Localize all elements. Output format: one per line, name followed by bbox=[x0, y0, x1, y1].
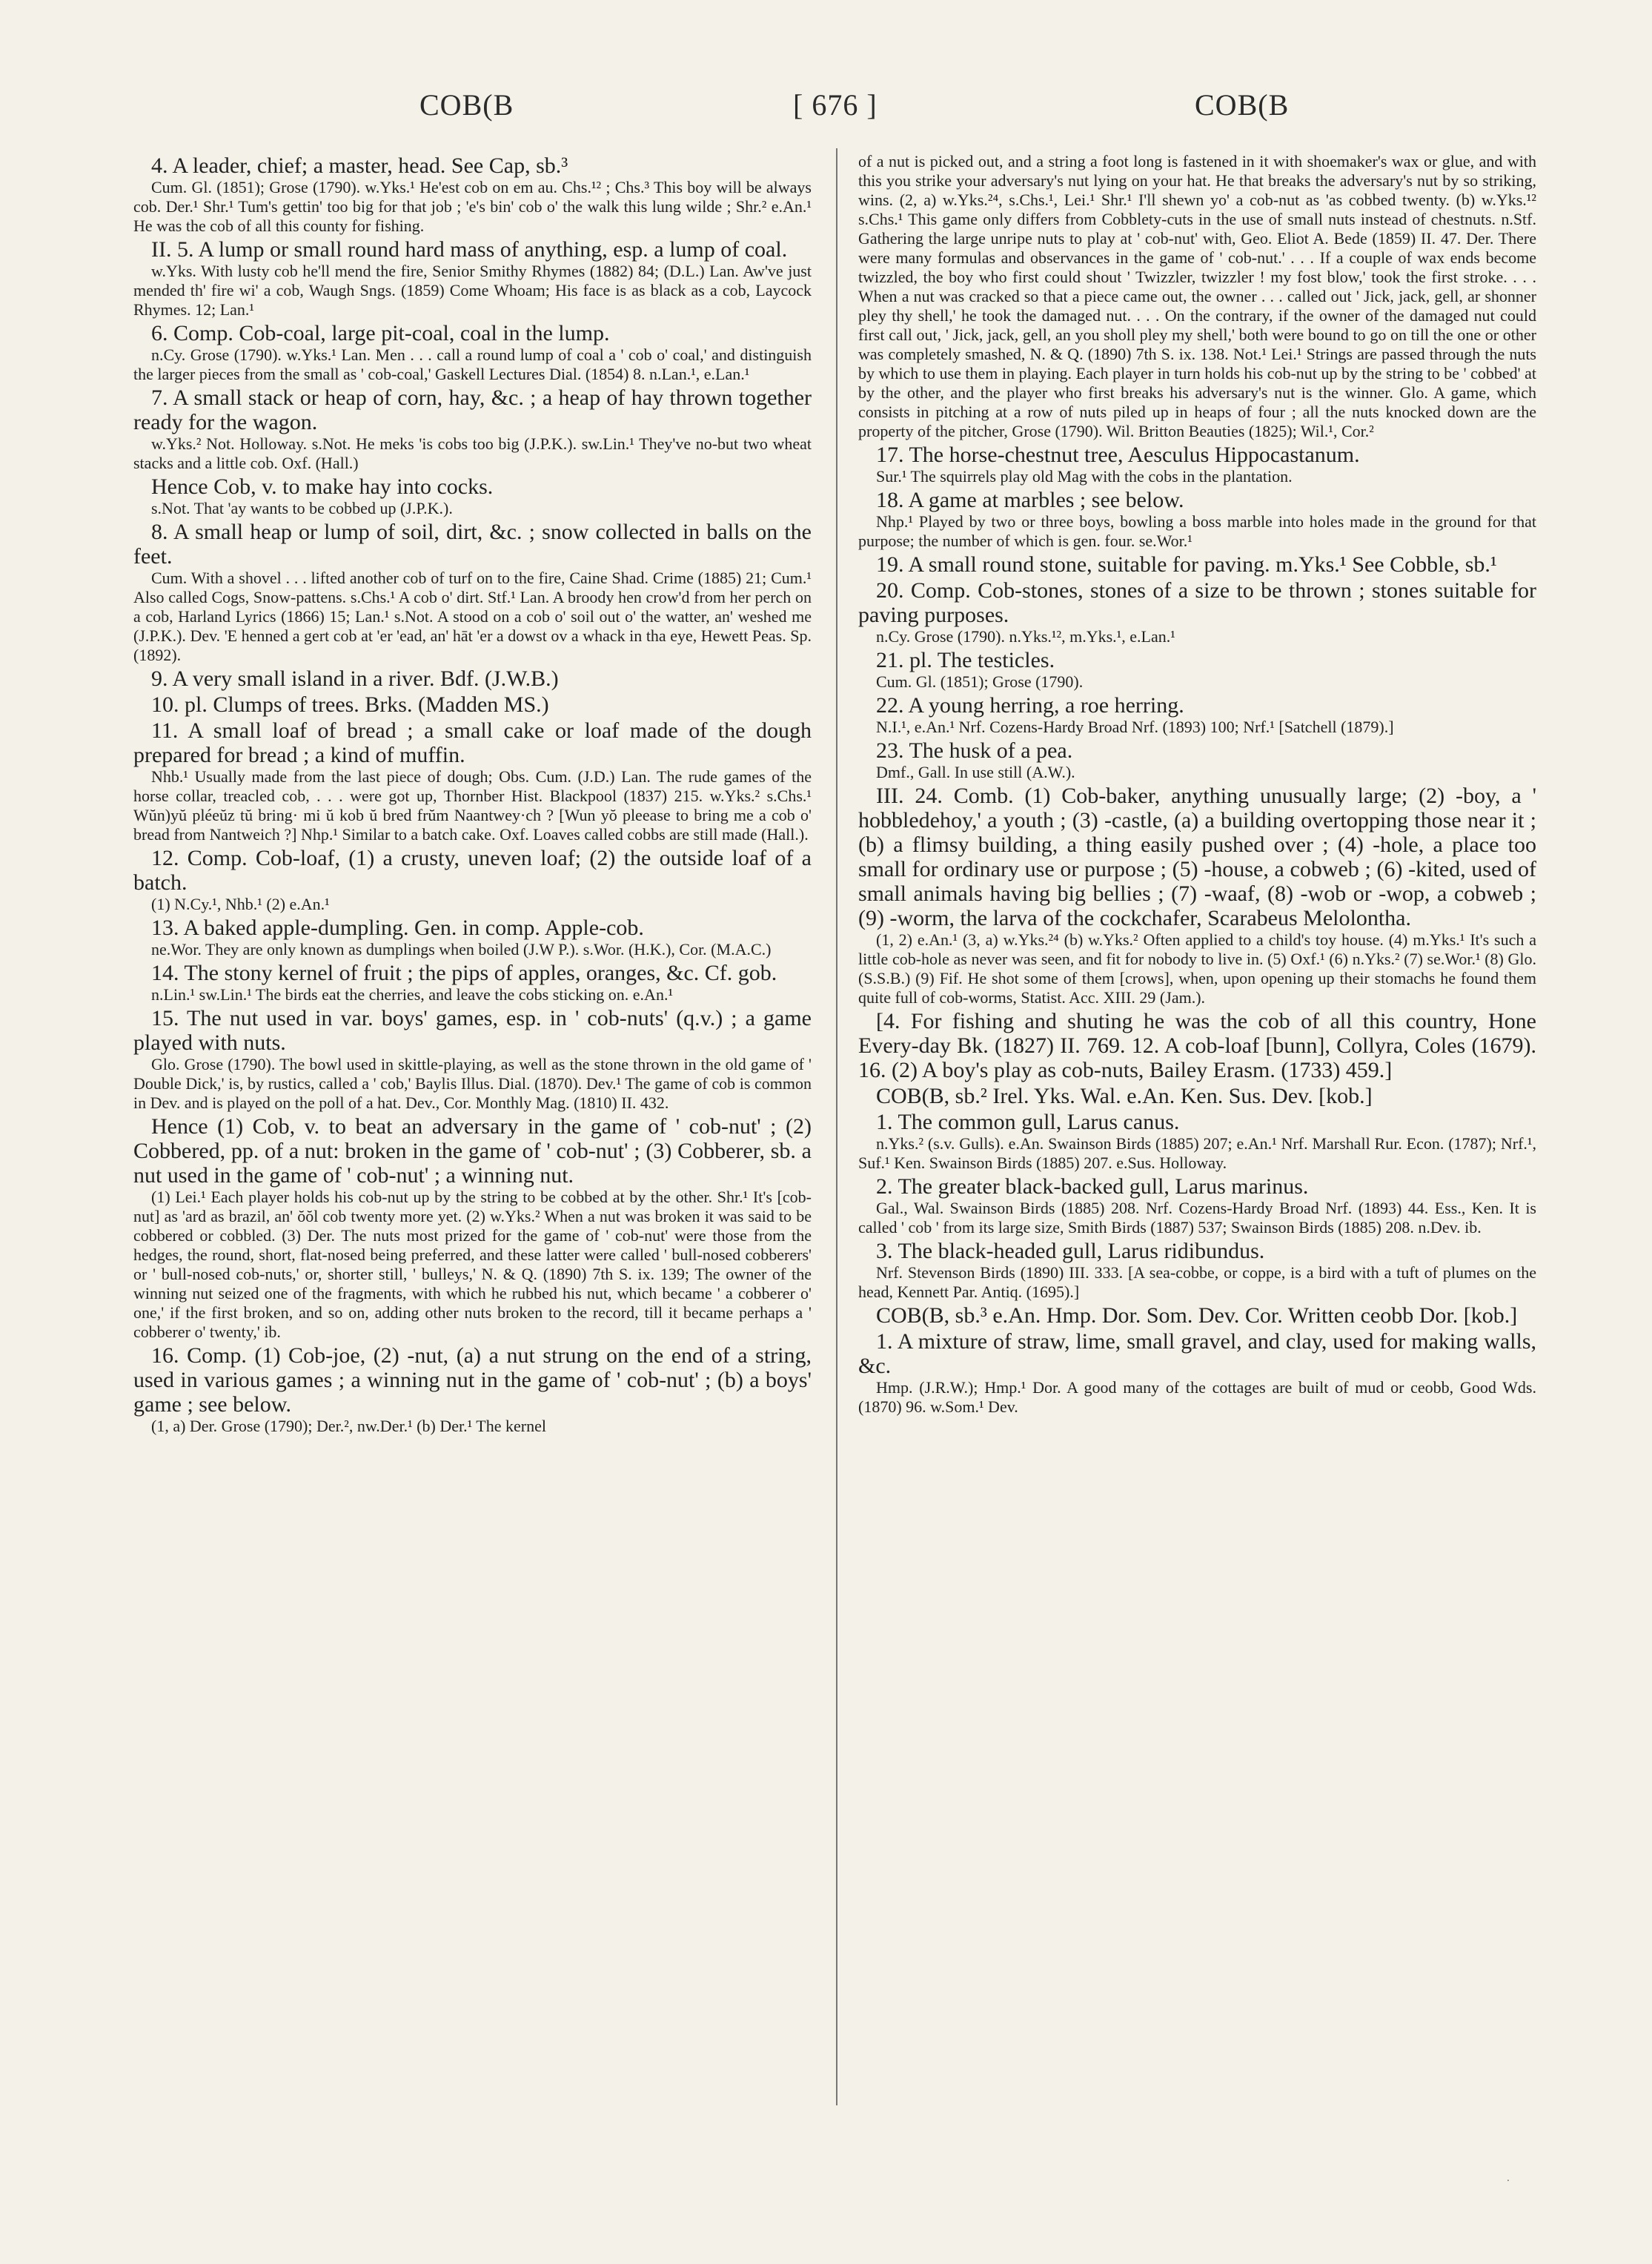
definition: 16. Comp. (1) Cob-joe, (2) -nut, (a) a nut strung on the end of a string, used in various games ; a winning nut in the game of ' cob-nut' ; (b) a boys' game ; see below. bbox=[133, 1343, 812, 1417]
citation: Cum. With a shovel . . . lifted another cob of turf on to the fire, Caine Shad. Crime (1885) 21; Cum.¹ Also called Cogs, Snow-pattens. s.Chs.¹ A cob o' dirt. Stf.¹ Lan. A broody hen crow'd from her perch on a cob, Harland Lyrics (1866) 15; Lan.¹ s.Not. A stood on a cob o' soil out o' the watter, an' weshed me (J.P.K.). Dev. 'E henned a gert cob at 'er 'ead, an' hāt 'er a dowst ov a whack in tha eye, Hewett Peas. Sp. (1892). bbox=[133, 569, 812, 664]
corner-mark: ⸱ bbox=[1507, 2175, 1510, 2187]
citation: n.Cy. Grose (1790). w.Yks.¹ Lan. Men . . . call a round lump of coal a ' cob o' coal,' and distinguish the larger pieces from the small as ' cob-coal,' Gaskell Lectures Dial. (1854) 8. n.Lan.¹, e.Lan.¹ bbox=[133, 345, 812, 383]
citation: (1, 2) e.An.¹ (3, a) w.Yks.²⁴ (b) w.Yks.² Often applied to a child's toy house. (4) m.Yks.¹ It's such a little cob-hole as never was seen, and fit for nobody to live in. (5) Oxf.¹ (6) n.Yks.² (7) se.Wor.¹ (8) Glo. (S.S.B.) (9) Fif. He shot some of them [crows], when, upon opening up their stomachs he found them quite full of cob-worms, Statist. Acc. XIII. 29 (Jam.). bbox=[858, 930, 1536, 1007]
definition: 4. A leader, chief; a master, head. See Cap, sb.³ bbox=[151, 153, 568, 178]
definition: 1. A mixture of straw, lime, small gravel, and clay, used for making walls, &c. bbox=[858, 1329, 1536, 1378]
definition: 3. The black-headed gull, Larus ridibundus. bbox=[876, 1239, 1265, 1263]
definition: III. 24. Comb. (1) Cob-baker, anything unusually large; (2) -boy, a ' hobbledehoy,' a youth ; (3) -castle, (a) a building overtopping those near it ; (b) a flimsy building, a thing easily pushed over ; (4) -hole, a place too small for ordinary use or purpose ; (5) -house, a cobweb ; (6) -kited, used of small animals having big bellies ; (7) -waaf, (8) -wob or -wop, a cobweb ; (9) -worm, the larva of the cockchafer, Scarabeus Melolontha. bbox=[858, 784, 1536, 930]
citation: n.Cy. Grose (1790). n.Yks.¹², m.Yks.¹, e.Lan.¹ bbox=[876, 627, 1175, 646]
citation: n.Yks.² (s.v. Gulls). e.An. Swainson Birds (1885) 207; e.An.¹ Nrf. Marshall Rur. Econ. (1787); Nrf.¹, Suf.¹ Ken. Swainson Birds (1885) 207. e.Sus. Holloway. bbox=[858, 1134, 1536, 1172]
definition: 18. A game at marbles ; see below. bbox=[876, 488, 1184, 512]
citation: w.Yks. With lusty cob he'll mend the fire, Senior Smithy Rhymes (1882) 84; (D.L.) Lan. Aw've just mended th' fire wi' a cob, Waugh Sngs. (1859) Come Whoam; His face is as black as a cob, Laycock Rhymes. 12; Lan.¹ bbox=[133, 262, 812, 319]
citation: N.I.¹, e.An.¹ Nrf. Cozens-Hardy Broad Nrf. (1893) 100; Nrf.¹ [Satchell (1879).] bbox=[876, 718, 1394, 736]
right-column bbox=[858, 152, 1536, 1418]
column-divider bbox=[836, 148, 837, 2105]
citation: (1, a) Der. Grose (1790); Der.², nw.Der.¹ (b) Der.¹ The kernel bbox=[151, 1417, 546, 1435]
definition: 6. Comp. Cob-coal, large pit-coal, coal in the lump. bbox=[151, 321, 610, 345]
citation: Glo. Grose (1790). The bowl used in skittle-playing, as well as the stone thrown in the old game of ' Double Dick,' is, by rustics, called a ' cob,' Baylis Illus. Dial. (1870). Dev.¹ The game of cob is common in Dev. and is played on the poll of a hat. Dev., Cor. Monthly Mag. (1810) II. 432. bbox=[133, 1055, 812, 1112]
citation: (1) Lei.¹ Each player holds his cob-nut up by the string to be cobbed at by the other. Shr.¹ It's [cob-nut] as 'ard as brazil, an' ŏŏl cob twenty more yet. (2) w.Yks.² When a nut was broken it was said to be cobbered or cobbled. (3) Der. The nuts most prized for the game of ' cob-nut' were those from the hedges, the round, short, flat-nosed being preferred, and these latter were called ' bull-nosed cobberers' or ' bull-nosed cob-nuts,' or, shorter still, ' bulleys,' N. & Q. (1890) 7th S. ix. 139; The owner of the winning nut seized one of the fragments, with which he rubbed his nut, which became ' a cobberer o' one,' if the first broken, and so on, adding other nuts broken to the record, till it became perhaps a ' cobberer o' twenty,' ib. bbox=[133, 1188, 812, 1341]
definition: 2. The greater black-backed gull, Larus marinus. bbox=[876, 1174, 1309, 1199]
citation: Sur.¹ The squirrels play old Mag with the cobs in the plantation. bbox=[876, 467, 1293, 486]
running-head-left: COB(B bbox=[419, 88, 514, 122]
definition: 12. Comp. Cob-loaf, (1) a crusty, uneven loaf; (2) the outside loaf of a batch. bbox=[133, 846, 812, 895]
definition: 13. A baked apple-dumpling. Gen. in comp. Apple-cob. bbox=[151, 916, 644, 940]
citation: ne.Wor. They are only known as dumplings when boiled (J.W P.). s.Wor. (H.K.), Cor. (M.A.C.) bbox=[151, 940, 772, 959]
citation: (1) N.Cy.¹, Nhb.¹ (2) e.An.¹ bbox=[151, 895, 330, 913]
citation: Gal., Wal. Swainson Birds (1885) 208. Nrf. Cozens-Hardy Broad Nrf. (1893) 44. Ess., Ken. It is called ' cob ' from its large size, Smith Birds (1887) 537; Swainson Birds (1885) 208. n.Dev. ib. bbox=[858, 1199, 1536, 1237]
citation: n.Lin.¹ sw.Lin.¹ The birds eat the cherries, and leave the cobs sticking on. e.An.¹ bbox=[151, 985, 674, 1004]
definition: [4. For fishing and shuting he was the cob of all this country, Hone Every-day Bk. (1827) II. 769. 12. A cob-loaf [bunn], Collyra, Coles (1679). 16. (2) A boy's play as cob-nuts, Bailey Erasm. (1733) 459.] bbox=[858, 1009, 1536, 1082]
citation: Nhp.¹ Played by two or three boys, bowling a boss marble into holes made in the ground for that purpose; the number of which is gen. four. se.Wor.¹ bbox=[858, 512, 1536, 550]
derived-entry: Hence (1) Cob, v. to beat an adversary in the game of ' cob-nut' ; (2) Cobbered, pp. of a nut: broken in the game of ' cob-nut' ; (3) Cobberer, sb. a nut used in the game of ' cob-nut' ; a winning nut. bbox=[133, 1114, 812, 1188]
running-head-right: COB(B bbox=[1195, 88, 1290, 122]
page-header bbox=[0, 87, 1652, 139]
citation: Nrf. Stevenson Birds (1890) III. 333. [A sea-cobbe, or coppe, is a bird with a tuft of plumes on the head, Kennett Par. Antiq. (1695).] bbox=[858, 1263, 1536, 1301]
definition: COB(B, sb.² Irel. Yks. Wal. e.An. Ken. Sus. Dev. [kob.] bbox=[876, 1084, 1373, 1108]
definition: 14. The stony kernel of fruit ; the pips of apples, oranges, &c. Cf. gob. bbox=[151, 961, 777, 985]
definition: 17. The horse-chestnut tree, Aesculus Hippocastanum. bbox=[876, 443, 1360, 467]
definition: 21. pl. The testicles. bbox=[876, 648, 1055, 672]
citation: Dmf., Gall. In use still (A.W.). bbox=[876, 763, 1075, 781]
citation: w.Yks.² Not. Holloway. s.Not. He meks 'is cobs too big (J.P.K.). sw.Lin.¹ They've no-but two wheat stacks and a little cob. Oxf. (Hall.) bbox=[133, 434, 812, 472]
citation-continued: of a nut is picked out, and a string a foot long is fastened in it with shoemaker's wax or glue, and with this you strike your adversary's nut lying on your hat. He that breaks the adversary's nut by so striking, wins. (2, a) w.Yks.²⁴, s.Chs.¹, Lei.¹ Shr.¹ I'll shewn yo' a cob-nut as 'as cobbed twenty. (b) w.Yks.¹² s.Chs.¹ This game only differs from Cobblety-cuts in the use of small nuts instead of chestnuts. n.Stf. Gathering the large unripe nuts to play at ' cob-nut' with, Geo. Eliot A. Bede (1859) II. 47. Der. There were many formulas and observances in the game of ' cob-nut.' . . . If a couple of wax ends become twizzled, the boy who first could shout ' Twizzler, twizzler ! my fost blow,' took the first stroke. . . . When a nut was cracked so that a piece came out, the owner . . . called out ' Jick, jack, gell, ar shonner pley thy shell,' he took the damaged nut. . . . On the contrary, if the owner of the damaged nut could first call out, ' Jick, jack, gell, an you sholl pley my shell,' both were bound to go on till the one or other was completely smashed, N. & Q. (1890) 7th S. ix. 138. Not.¹ Lei.¹ Strings are passed through the nuts by which to use them in playing. Each player in turn holds his cob-nut up by the string to be ' cobbed' at by the other, and the player who first breaks his adversary's nut is the winner. Glo. A game, which consists in pitching at a row of nuts piled up in heaps of four ; all the nuts knocked down are the property of the pitcher, Grose (1790). Wil. Britton Beauties (1825); Wil.¹, Cor.² bbox=[858, 152, 1536, 440]
citation: Hmp. (J.R.W.); Hmp.¹ Dor. A good many of the cottages are built of mud or ceobb, Good Wds. (1870) 96. w.Som.¹ Dev. bbox=[858, 1378, 1536, 1416]
citation: Cum. Gl. (1851); Grose (1790). w.Yks.¹ He'est cob on em au. Chs.¹² ; Chs.³ This boy will be always cob. Der.¹ Shr.¹ Tum's gettin' too big for that job ; 'e's bin' cob o' the walk this lung wilde ; Shr.² e.An.¹ He was the cob of all this county for fishing. bbox=[133, 178, 812, 235]
definition: 11. A small loaf of bread ; a small cake or loaf made of the dough prepared for bread ; a kind of muffin. bbox=[133, 718, 812, 767]
citation: Nhb.¹ Usually made from the last piece of dough; Obs. Cum. (J.D.) Lan. The rude games of the horse collar, treacled cob, . . . were got up, Thornber Hist. Blackpool (1837) 215. w.Yks.² s.Chs.¹ Wŭn)yŭ pléeŭz tŭ bring· mi ŭ kob ŭ bred frŭm Naantwey·ch ? [Wun yŏ pleease to bring me a cob o' bread from Nantweich ?] Nhp.¹ Similar to a batch cake. Oxf. Loaves called cobbs are still made (Hall.). bbox=[133, 767, 812, 844]
definition: 10. pl. Clumps of trees. Brks. (Madden MS.) bbox=[151, 692, 549, 717]
definition: 15. The nut used in var. boys' games, esp. in ' cob-nuts' (q.v.) ; a game played with nuts. bbox=[133, 1006, 812, 1055]
page-number: [ 676 ] bbox=[793, 88, 878, 122]
definition: 1. The common gull, Larus canus. bbox=[876, 1110, 1180, 1134]
definition: II. 5. A lump or small round hard mass of anything, esp. a lump of coal. bbox=[151, 237, 788, 262]
definition: 9. A very small island in a river. Bdf. (J.W.B.) bbox=[151, 666, 559, 691]
left-column bbox=[133, 152, 812, 1437]
definition: 19. A small round stone, suitable for paving. m.Yks.¹ See Cobble, sb.¹ bbox=[876, 552, 1497, 577]
definition: COB(B, sb.³ e.An. Hmp. Dor. Som. Dev. Cor. Written ceobb Dor. [kob.] bbox=[876, 1303, 1518, 1328]
definition: 8. A small heap or lump of soil, dirt, &c. ; snow collected in balls on the feet. bbox=[133, 520, 812, 569]
derived-entry: Hence Cob, v. to make hay into cocks. bbox=[151, 474, 494, 499]
citation: s.Not. That 'ay wants to be cobbed up (J.P.K.). bbox=[151, 499, 453, 517]
definition: 23. The husk of a pea. bbox=[876, 738, 1073, 763]
definition: 20. Comp. Cob-stones, stones of a size to be thrown ; stones suitable for paving purposes. bbox=[858, 578, 1536, 627]
definition: 7. A small stack or heap of corn, hay, &c. ; a heap of hay thrown together ready for the wagon. bbox=[133, 385, 812, 434]
definition: 22. A young herring, a roe herring. bbox=[876, 693, 1184, 718]
citation: Cum. Gl. (1851); Grose (1790). bbox=[876, 672, 1084, 691]
